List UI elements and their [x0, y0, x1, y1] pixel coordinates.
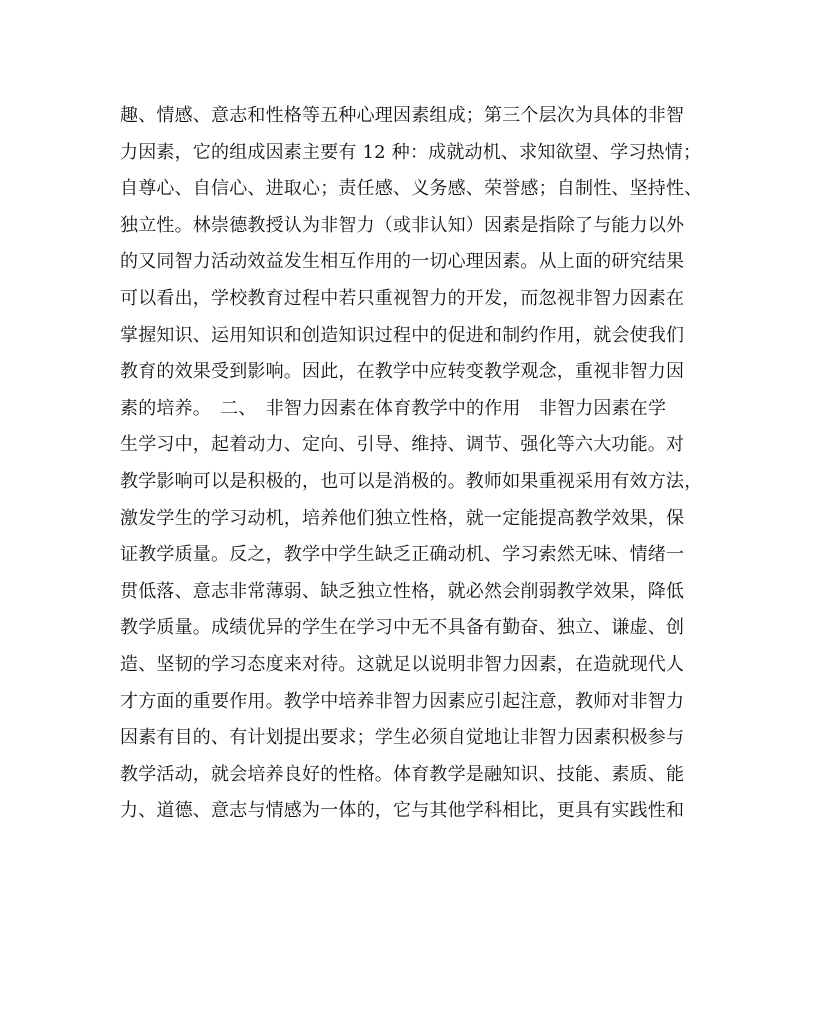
text-line: 生学习中，起着动力、定向、引导、维持、调节、强化等六大功能。对 [120, 434, 685, 456]
text-line: 才方面的重要作用。教学中培养非智力因素应引起注意，教师对非智力 [120, 690, 685, 712]
text-line: 力、道德、意志与情感为一体的，它与其他学科相比，更具有实践性和 [120, 800, 685, 822]
body-text [120, 98, 703, 830]
text-line: 教育的效果受到影响。因此，在教学中应转变教学观念，重视非智力因 [120, 361, 685, 383]
text-line: 贯低落、意志非常薄弱、缺乏独立性格，就必然会削弱教学效果，降低 [120, 580, 685, 602]
text-line: 自尊心、自信心、进取心；责任感、义务感、荣誉感；自制性、坚持性、 [120, 178, 703, 200]
text-line: 证教学质量。反之，教学中学生缺乏正确动机、学习索然无味、情绪一 [120, 544, 685, 566]
text-line: 激发学生的学习动机，培养他们独立性格，就一定能提高教学效果，保 [120, 507, 685, 529]
text-line: 的又同智力活动效益发生相互作用的一切心理因素。从上面的研究结果 [120, 251, 685, 273]
text-line: 素的培养。 二、 非智力因素在体育教学中的作用 非智力因素在学 [120, 397, 667, 419]
text-line: 教学质量。成绩优异的学生在学习中无不具备有勤奋、独立、谦虚、创 [120, 617, 685, 639]
text-line: 可以看出，学校教育过程中若只重视智力的开发，而忽视非智力因素在 [120, 287, 685, 309]
text-line: 教学影响可以是积极的，也可以是消极的。教师如果重视采用有效方法， [120, 470, 703, 492]
text-line: 趣、情感、意志和性格等五种心理因素组成；第三个层次为具体的非智 [120, 105, 685, 126]
text-line: 独立性。林崇德教授认为非智力（或非认知）因素是指除了与能力以外 [120, 214, 685, 236]
text-line: 力因素，它的组成因素主要有 12 种：成就动机、求知欲望、学习热情； [120, 141, 702, 163]
text-line: 教学活动，就会培养良好的性格。体育教学是融知识、技能、素质、能 [120, 763, 685, 785]
text-line: 掌握知识、运用知识和创造知识过程中的促进和制约作用，就会使我们 [120, 324, 685, 346]
text-line: 因素有目的、有计划提出要求；学生必须自觉地让非智力因素积极参与 [120, 727, 685, 749]
text-line: 造、坚韧的学习态度来对待。这就足以说明非智力因素，在造就现代人 [120, 653, 685, 675]
